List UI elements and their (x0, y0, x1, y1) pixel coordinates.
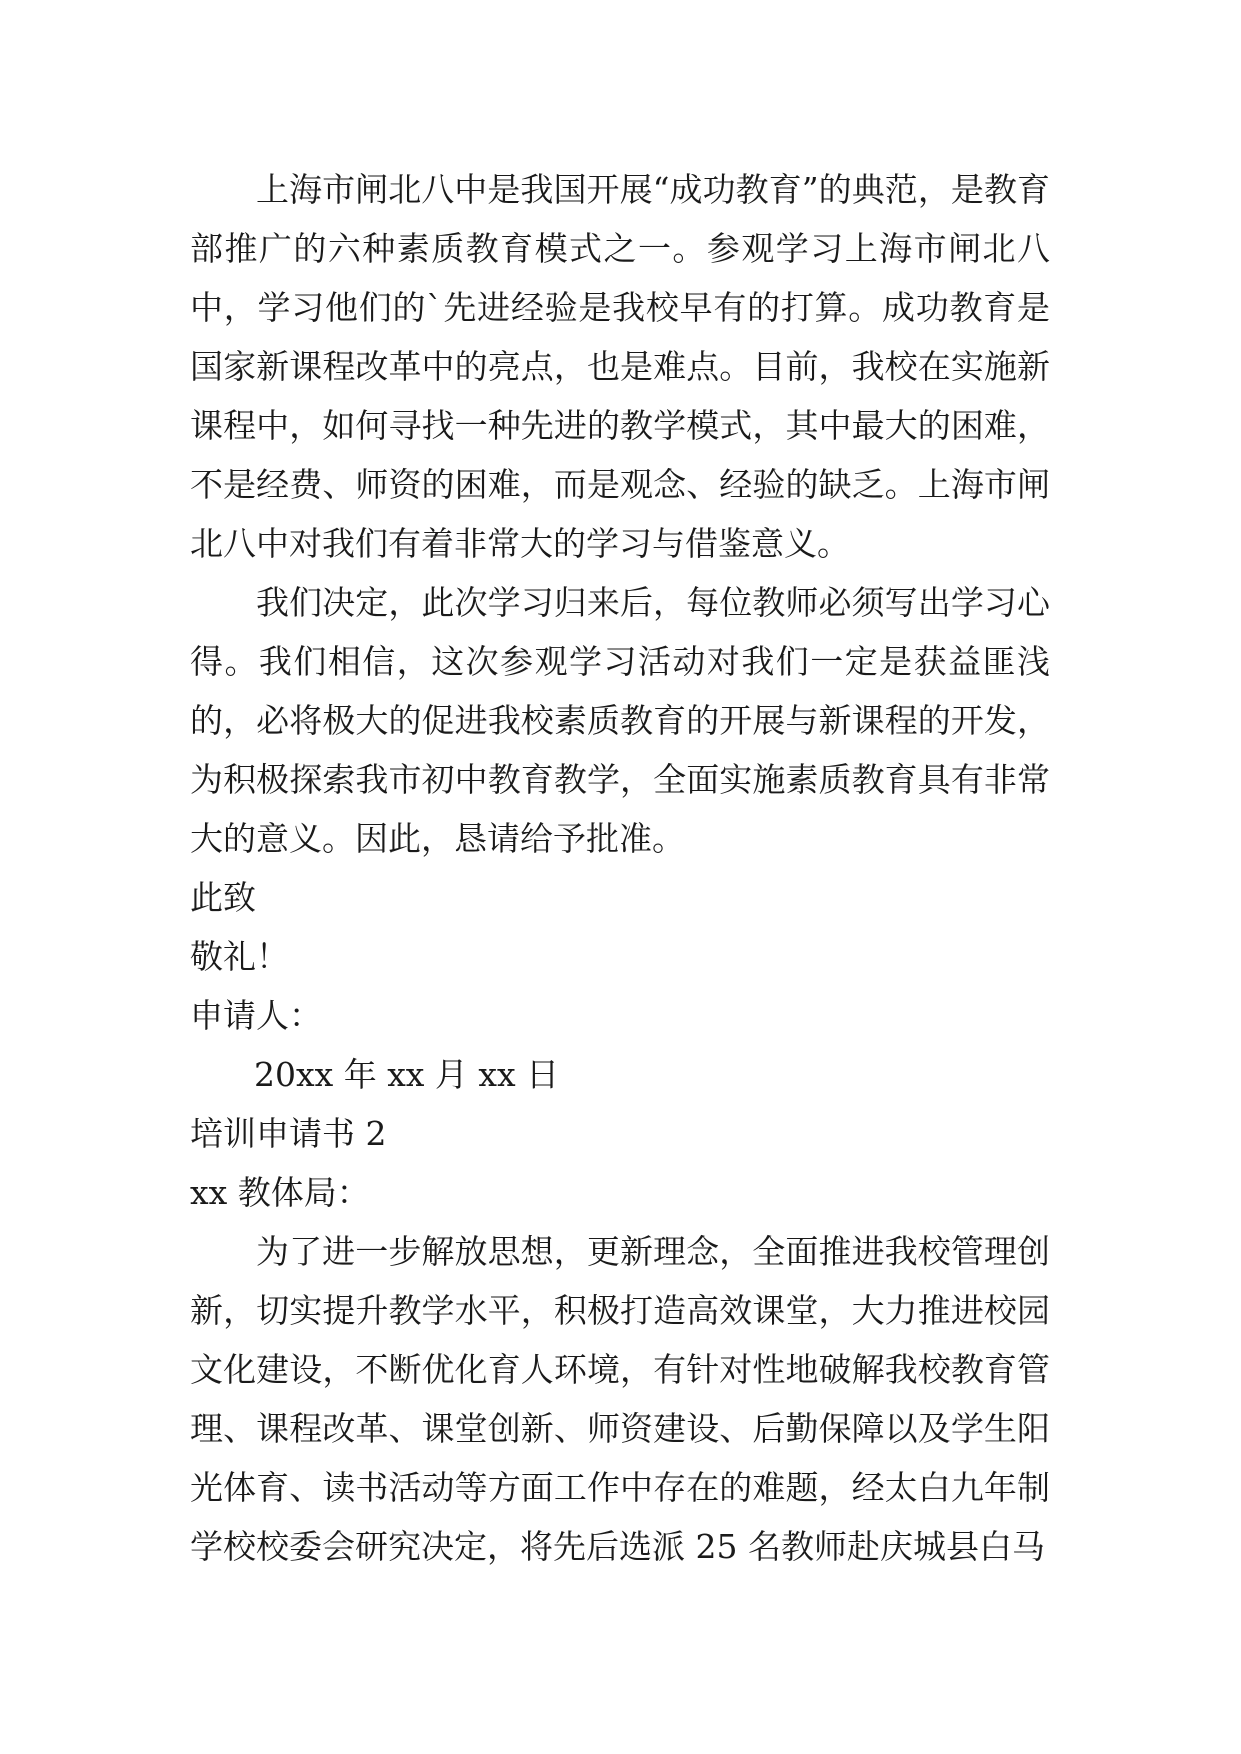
paragraph-decision: 我们决定，此次学习归来后，每位教师必须写出学习心得。我们相信，这次参观学习活动对我们一定是获益匪浅的，必将极大的促进我校素质教育的开展与新课程的开发，为积极探索我市初中教育教学，全面实施素质教育具有非常大的意义。因此，恳请给予批准。 (190, 583, 1050, 858)
closing-regards: 敬礼！ (190, 937, 289, 976)
document-body (190, 160, 1050, 1576)
date-line: 20xx 年 xx 月 xx 日 (254, 1055, 560, 1094)
section-title: 培训申请书 2 (190, 1114, 387, 1153)
applicant-label: 申请人： (190, 996, 322, 1035)
paragraph-intro: 上海市闸北八中是我国开展“成功教育”的典范，是教育部推广的六种素质教育模式之一。参观学习上海市闸北八中，学习他们的`先进经验是我校早有的打算。成功教育是国家新课程改革中的亮点，也是难点。目前，我校在实施新课程中，如何寻找一种先进的教学模式，其中最大的困难，不是经费、师资的困难，而是观念、经验的缺乏。上海市闸北八中对我们有着非常大的学习与借鉴意义。 (190, 170, 1050, 563)
paragraph-training: 为了进一步解放思想，更新理念，全面推进我校管理创新，切实提升教学水平，积极打造高效课堂，大力推进校园文化建设，不断优化育人环境，有针对性地破解我校教育管理、课程改革、课堂创新、师资建设、后勤保障以及学生阳光体育、读书活动等方面工作中存在的难题，经太白九年制学校校委会研究决定，将先后选派 25 名教师赴庆城县白马 (190, 1232, 1050, 1566)
recipient-line: xx 教体局： (190, 1173, 370, 1212)
closing-salutation: 此致 (190, 878, 256, 917)
